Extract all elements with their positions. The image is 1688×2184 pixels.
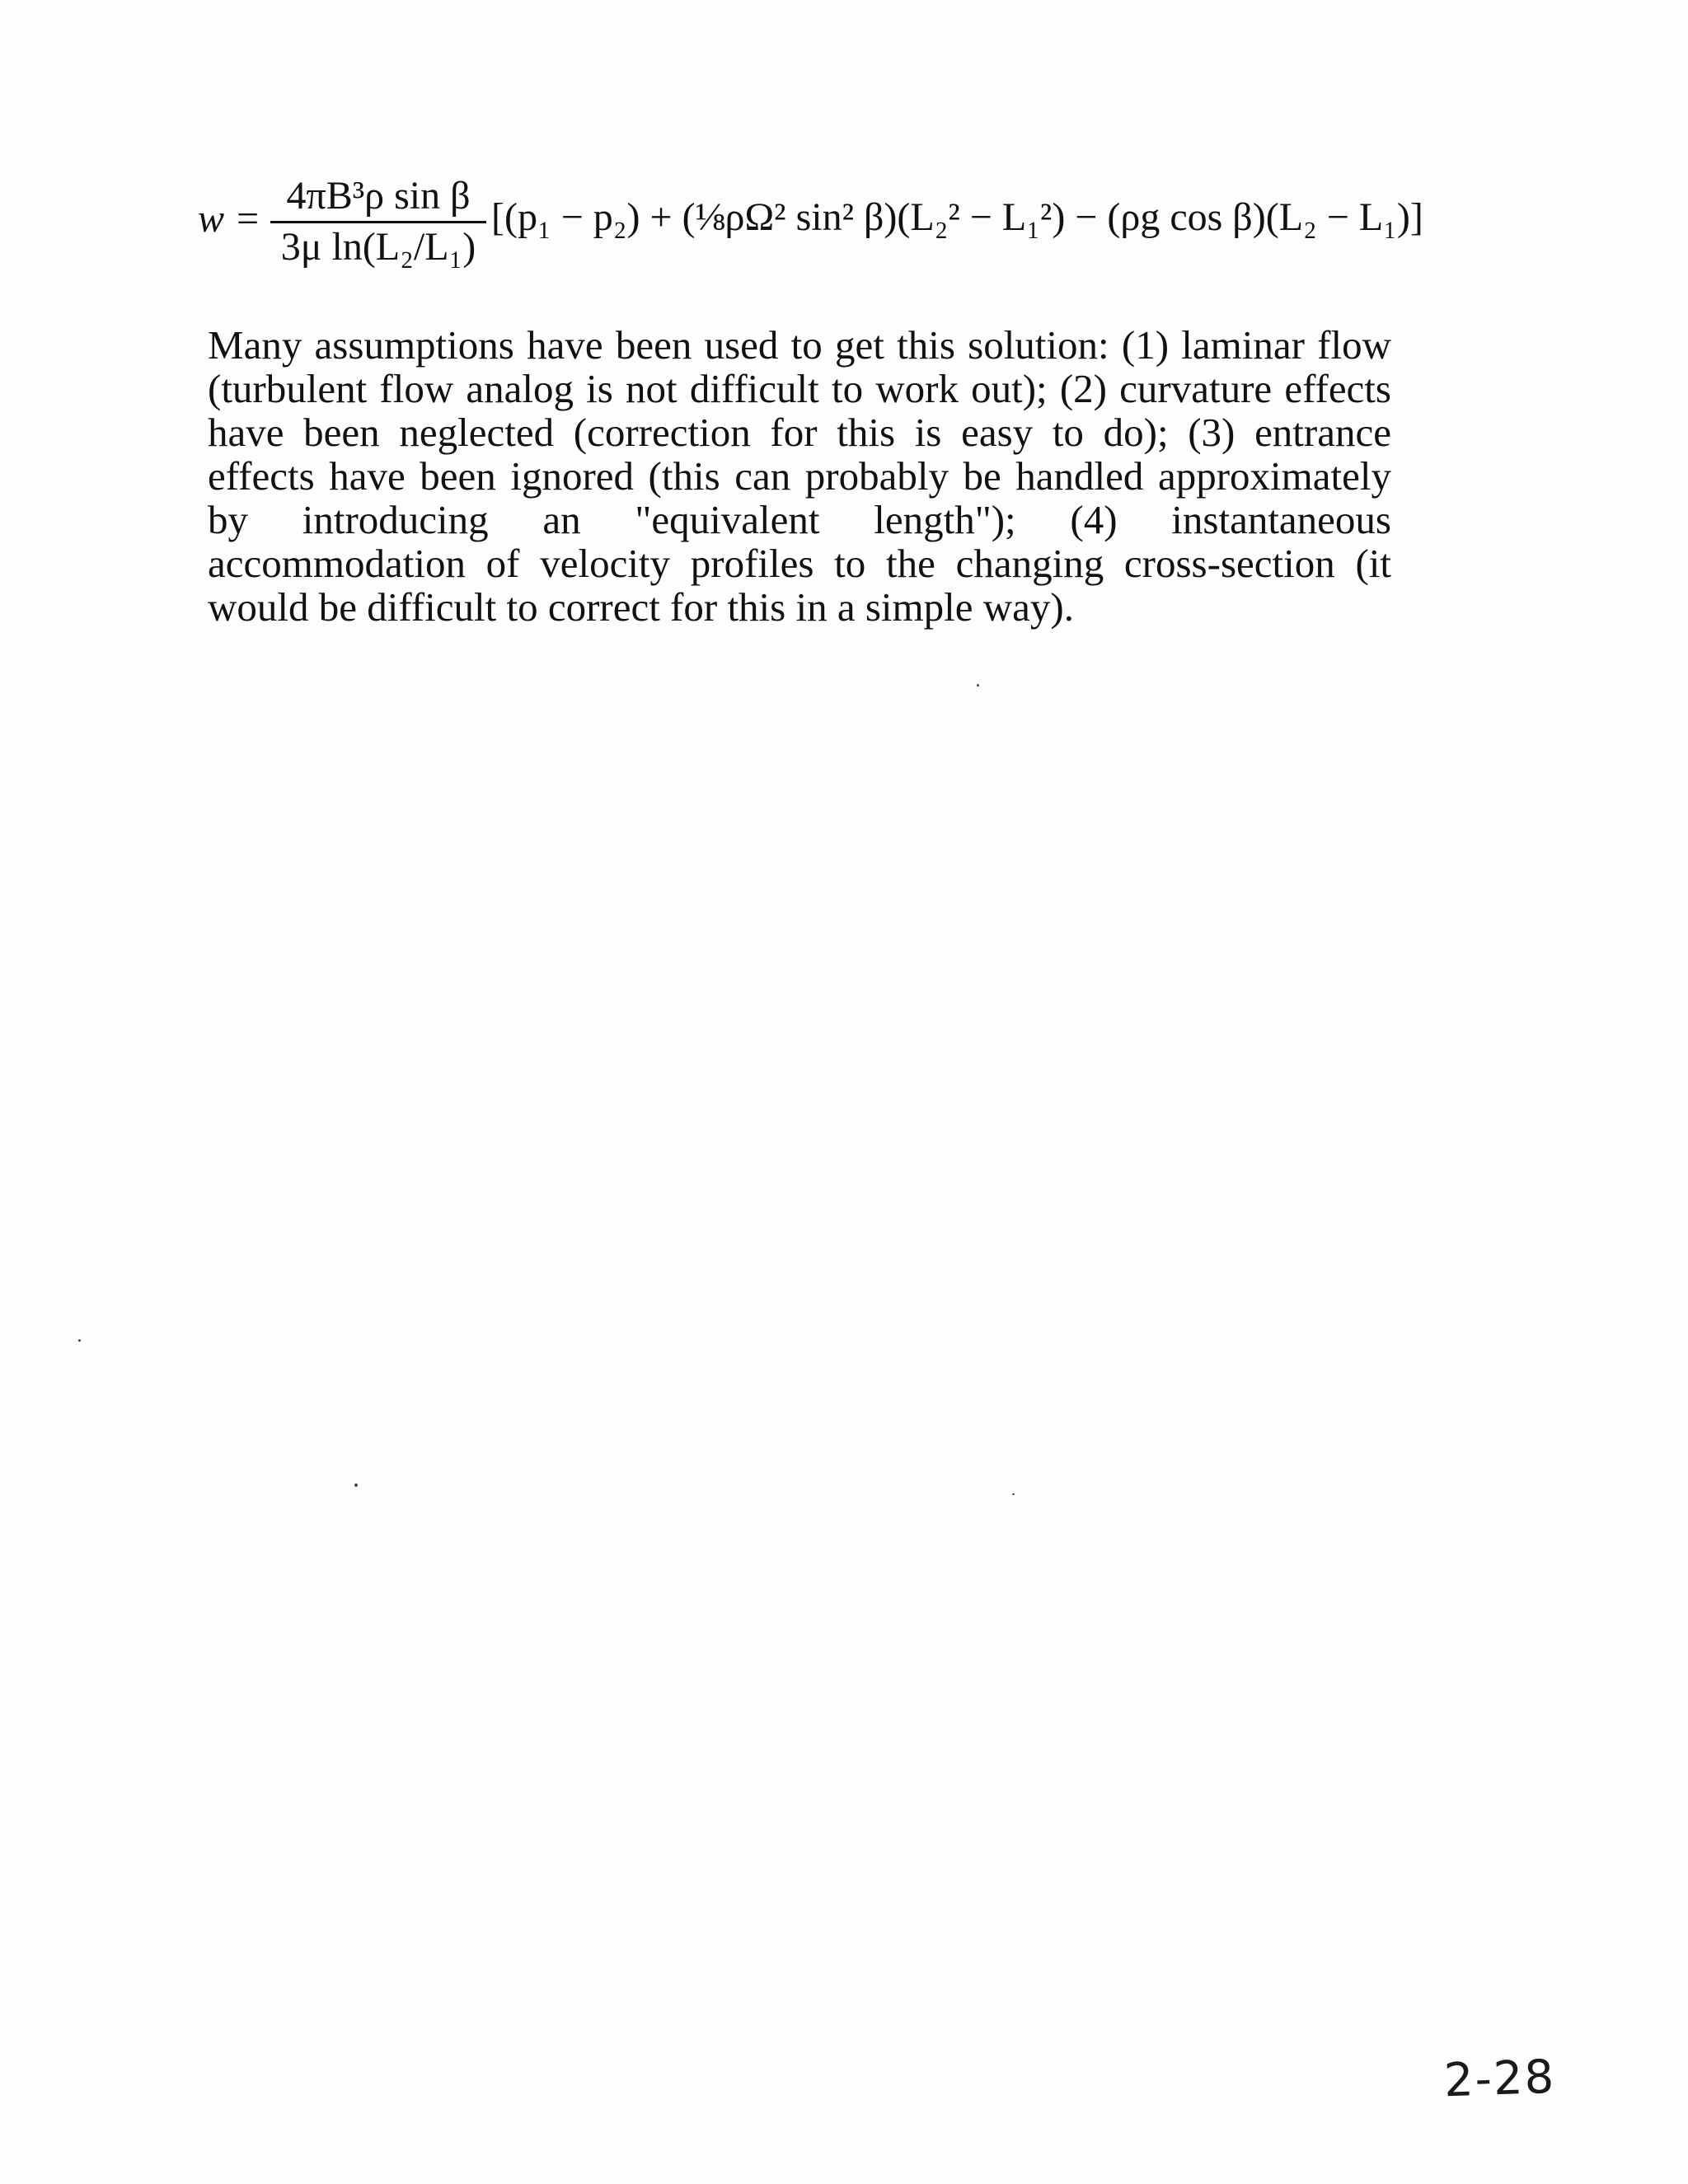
equation-fraction: [270, 173, 486, 272]
equation-denominator: 3μ ln(L₂/L₁): [280, 225, 476, 269]
body-paragraph: Many assumptions have been used to get this solution: (1) laminar flow (turbulent flow analog is not difficult to work out); (2) curvature effects have been neglected (correction for this is easy to do); (3) entrance effects have been ignored (this can probably be handled approximately by introducing an "equivalent length"); (4) instantaneous accommodation of velocity profiles to the changing cross-section (it would be difficult to correct for this in a simple way).: [208, 322, 1391, 630]
equation-bracket-term: [(p₁ − p₂) + (⅛ρΩ² sin² β)(L₂² − L₁²) − (ρg cos β)(L₂ − L₁)]: [491, 195, 1423, 239]
handwritten-page-number: 2-28: [1442, 2050, 1557, 2108]
scan-speck: [1012, 1493, 1015, 1495]
equation-numerator: 4πB³ρ sin β: [286, 174, 471, 218]
scan-speck: [977, 684, 979, 687]
scan-speck: [354, 1483, 358, 1487]
flow-rate-equation: [198, 173, 1434, 272]
scan-speck: [78, 1339, 81, 1342]
equation-lhs: w =: [198, 197, 261, 241]
fraction-bar: [270, 221, 486, 223]
